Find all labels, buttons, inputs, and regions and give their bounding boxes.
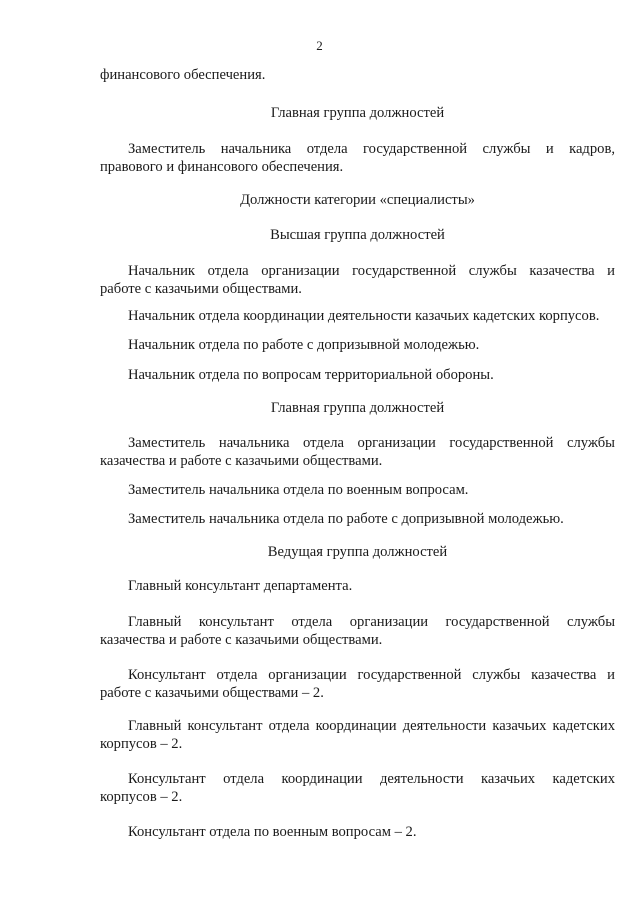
position-item-line: Заместитель начальника отдела государственной службы и кадров, [128, 141, 615, 157]
position-item-line: Начальник отдела организации государственной службы казачества и [128, 263, 615, 279]
position-item-line: работе с казачьими обществами. [100, 281, 302, 297]
section-heading-highest-group: Высшая группа должностей [270, 227, 445, 243]
section-heading-leading-group: Ведущая группа должностей [267, 544, 448, 560]
position-item-line: казачества и работе с казачьими обществами. [100, 632, 383, 648]
position-item: Начальник отдела по работе с допризывной молодежью. [128, 337, 480, 353]
continuation-text: финансового обеспечения. [100, 67, 266, 83]
position-item: Заместитель начальника отдела по военным вопросам. [128, 482, 469, 498]
position-item: Заместитель начальника отдела по работе с допризывной молодежью. [128, 511, 564, 527]
position-item-line: Консультант отдела организации государственной службы казачества и [128, 667, 615, 683]
position-item-line: корпусов – 2. [100, 736, 183, 752]
position-item-line: Заместитель начальника отдела организации государственной службы [128, 435, 615, 451]
page-number: 2 [316, 38, 323, 53]
position-item-line: казачества и работе с казачьими обществами. [100, 453, 383, 469]
position-item-line: Главный консультант отдела организации государственной службы [128, 614, 615, 630]
section-heading-main-group: Главная группа должностей [270, 105, 445, 121]
position-item-line: работе с казачьими обществами – 2. [100, 685, 324, 701]
position-item-line: правового и финансового обеспечения. [100, 159, 344, 175]
section-heading-main-group: Главная группа должностей [270, 400, 445, 416]
position-item: Начальник отдела по вопросам территориальной обороны. [128, 367, 494, 383]
position-item: Главный консультант департамента. [128, 578, 353, 594]
position-item-line: Консультант отдела координации деятельности казачьих кадетских [128, 771, 615, 787]
position-item: Консультант отдела по военным вопросам – 2. [128, 824, 417, 840]
position-item: Начальник отдела координации деятельности казачьих кадетских корпусов. [128, 308, 600, 324]
position-item-line: Главный консультант отдела координации деятельности казачьих кадетских [128, 718, 615, 734]
position-item-line: корпусов – 2. [100, 789, 183, 805]
category-heading: Должности категории «специалисты» [240, 192, 475, 208]
